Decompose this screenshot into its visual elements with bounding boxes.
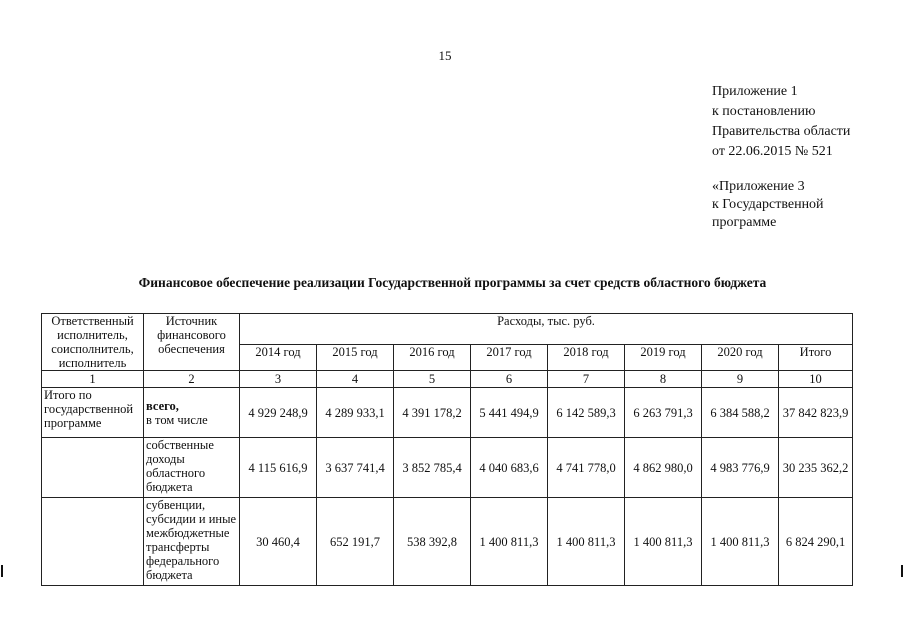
value-cell: 538 392,8: [394, 498, 471, 586]
value-cell: 652 191,7: [317, 498, 394, 586]
executor-cell: [42, 438, 144, 498]
value-cell: 6 142 589,3: [548, 388, 625, 438]
total-cell: 30 235 362,2: [779, 438, 853, 498]
source-cell: собственные доходы областного бюджета: [144, 438, 240, 498]
page-number: 15: [438, 48, 452, 63]
source-total-label: всего,: [146, 398, 179, 413]
expenses-header: Расходы, тыс. руб.: [240, 314, 853, 345]
value-cell: 4 983 776,9: [702, 438, 779, 498]
header-row: [42, 314, 853, 345]
column-number: 7: [548, 371, 625, 388]
year-header: 2020 год: [702, 344, 779, 370]
value-cell: 4 115 616,9: [240, 438, 317, 498]
value-cell: 1 400 811,3: [548, 498, 625, 586]
value-cell: 1 400 811,3: [471, 498, 548, 586]
table-row: [42, 438, 853, 498]
source-cell: [144, 388, 240, 438]
appendix-line: к постановлению: [712, 104, 816, 119]
value-cell: 3 852 785,4: [394, 438, 471, 498]
total-cell: 37 842 823,9: [779, 388, 853, 438]
column-number: 6: [471, 371, 548, 388]
inner-appendix-line: к Государственной: [712, 197, 824, 212]
executor-header: Ответственный исполнитель, соисполнитель, исполнитель: [42, 314, 144, 371]
scan-edge-mark-right: [901, 565, 903, 577]
column-number: 5: [394, 371, 471, 388]
inner-appendix-line: программе: [712, 215, 777, 230]
executor-cell: [42, 498, 144, 586]
value-cell: 4 040 683,6: [471, 438, 548, 498]
source-header: Источник финансового обеспечения: [144, 314, 240, 371]
value-cell: 6 263 791,3: [625, 388, 702, 438]
appendix-note: [712, 82, 850, 162]
year-header: 2015 год: [317, 344, 394, 370]
document-title: Финансовое обеспечение реализации Государственной программы за счет средств областного бюджета: [138, 275, 767, 290]
appendix-line: от 22.06.2015 № 521: [712, 144, 833, 159]
value-cell: 6 384 588,2: [702, 388, 779, 438]
column-number: 2: [144, 371, 240, 388]
year-header: 2017 год: [471, 344, 548, 370]
appendix-line: Правительства области: [712, 124, 851, 139]
appendix-line: Приложение 1: [712, 84, 798, 99]
column-number: 10: [779, 371, 853, 388]
year-header: 2018 год: [548, 344, 625, 370]
value-cell: 4 862 980,0: [625, 438, 702, 498]
financing-table: [41, 313, 853, 586]
column-number-row: [42, 371, 853, 388]
year-header: 2019 год: [625, 344, 702, 370]
year-header: 2014 год: [240, 344, 317, 370]
value-cell: 4 929 248,9: [240, 388, 317, 438]
value-cell: 3 637 741,4: [317, 438, 394, 498]
table-row: [42, 388, 853, 438]
executor-cell: Итого по государственной программе: [42, 388, 144, 438]
column-number: 1: [42, 371, 144, 388]
table-row: [42, 498, 853, 586]
column-number: 8: [625, 371, 702, 388]
value-cell: 4 741 778,0: [548, 438, 625, 498]
year-header: 2016 год: [394, 344, 471, 370]
value-cell: 4 289 933,1: [317, 388, 394, 438]
value-cell: 1 400 811,3: [625, 498, 702, 586]
value-cell: 30 460,4: [240, 498, 317, 586]
value-cell: 5 441 494,9: [471, 388, 548, 438]
source-detail-label: в том числе: [146, 412, 208, 427]
value-cell: 1 400 811,3: [702, 498, 779, 586]
column-number: 4: [317, 371, 394, 388]
total-cell: 6 824 290,1: [779, 498, 853, 586]
source-cell: субвенции, субсидии и иные межбюджетные трансферты федерального бюджета: [144, 498, 240, 586]
scan-edge-mark-left: [1, 565, 3, 577]
inner-appendix-note: [712, 178, 824, 232]
inner-appendix-line: «Приложение 3: [712, 179, 805, 194]
column-number: 3: [240, 371, 317, 388]
value-cell: 4 391 178,2: [394, 388, 471, 438]
column-number: 9: [702, 371, 779, 388]
total-header: Итого: [779, 344, 853, 370]
